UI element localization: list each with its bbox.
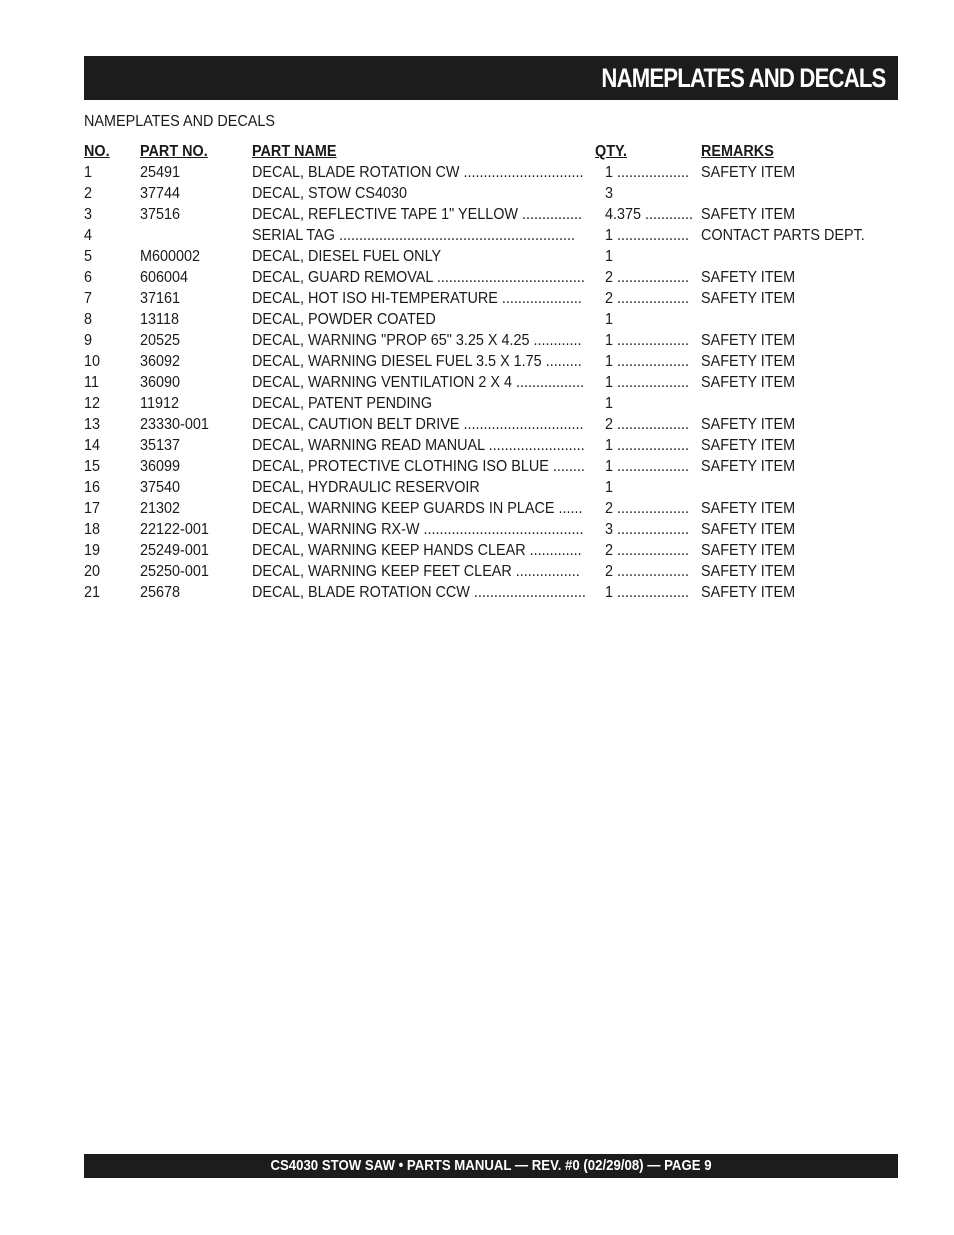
table-row [84,330,898,351]
part-number-index-cell: 7 [84,290,93,307]
part-name-cell: DECAL, CAUTION BELT DRIVE .............................. [252,416,584,433]
part-name-cell: SERIAL TAG ........................................................... [252,227,576,244]
part-number-index-cell: 5 [84,248,93,265]
remarks-cell: SAFETY ITEM [701,500,796,517]
table-row [84,540,898,561]
part-name-cell: DECAL, HOT ISO HI-TEMPERATURE .................... [252,290,582,307]
quantity-cell: 1 [605,395,614,412]
quantity-cell: 2 .................. [605,563,690,580]
part-number-index-cell: 20 [84,563,101,580]
quantity-cell: 3 [605,185,614,202]
remarks-cell: SAFETY ITEM [701,290,796,307]
quantity-cell: 1 .................. [605,332,690,349]
remarks-cell: SAFETY ITEM [701,437,796,454]
remarks-cell: SAFETY ITEM [701,563,796,580]
part-number-cell: 37744 [140,185,181,202]
quantity-cell: 4.375 ............ [605,206,694,223]
part-name-cell: DECAL, POWDER COATED [252,311,436,328]
table-row [84,204,898,225]
quantity-cell: 2 .................. [605,416,690,433]
table-row [84,582,898,603]
table-row [84,561,898,582]
quantity-cell: 1 [605,311,614,328]
parts-table [84,141,898,603]
part-number-cell: 25249-001 [140,542,209,559]
quantity-cell: 1 [605,479,614,496]
part-number-index-cell: 21 [84,584,101,601]
part-name-cell: DECAL, WARNING "PROP 65" 3.25 X 4.25 ............ [252,332,582,349]
table-header-row [84,141,898,162]
part-number-cell: 25250-001 [140,563,209,580]
table-row [84,498,898,519]
part-name-cell: DECAL, HYDRAULIC RESERVOIR [252,479,480,496]
part-number-index-cell: 6 [84,269,93,286]
part-name-cell: DECAL, WARNING KEEP FEET CLEAR ................ [252,563,580,580]
part-name-cell: DECAL, GUARD REMOVAL ..................................... [252,269,585,286]
quantity-cell: 1 .................. [605,164,690,181]
part-number-index-cell: 3 [84,206,93,223]
part-number-index-cell: 1 [84,164,93,181]
quantity-cell: 2 .................. [605,542,690,559]
part-number-cell: 36090 [140,374,181,391]
quantity-cell: 1 .................. [605,374,690,391]
table-body [84,162,898,603]
part-name-cell: DECAL, WARNING DIESEL FUEL 3.5 X 1.75 ......... [252,353,582,370]
part-name-cell: DECAL, REFLECTIVE TAPE 1" YELLOW ............... [252,206,583,223]
part-number-cell: 36099 [140,458,181,475]
column-header-qty: QTY. [595,143,628,160]
quantity-cell: 1 .................. [605,584,690,601]
part-number-index-cell: 14 [84,437,101,454]
remarks-cell: SAFETY ITEM [701,269,796,286]
section-title: NAMEPLATES AND DECALS [84,113,275,130]
remarks-cell: SAFETY ITEM [701,374,796,391]
part-number-index-cell: 15 [84,458,101,475]
part-number-cell: 22122-001 [140,521,209,538]
footer-text: CS4030 STOW SAW • PARTS MANUAL — REV. #0 (02/29/08) — PAGE 9 [270,1157,712,1174]
part-number-cell: M600002 [140,248,201,265]
part-number-cell: 37540 [140,479,181,496]
table-row [84,456,898,477]
remarks-cell: SAFETY ITEM [701,353,796,370]
page-footer-bar [84,1154,898,1178]
part-number-cell: 606004 [140,269,189,286]
part-number-cell: 21302 [140,500,181,517]
quantity-cell: 2 .................. [605,269,690,286]
remarks-cell: SAFETY ITEM [701,521,796,538]
page-header-bar [84,56,898,100]
remarks-cell: SAFETY ITEM [701,584,796,601]
table-row [84,267,898,288]
remarks-cell: SAFETY ITEM [701,458,796,475]
table-row [84,519,898,540]
table-row [84,477,898,498]
column-header-part-no: PART NO. [140,143,208,160]
table-row [84,225,898,246]
part-name-cell: DECAL, DIESEL FUEL ONLY [252,248,442,265]
table-row [84,183,898,204]
part-number-cell: 25491 [140,164,181,181]
remarks-cell: CONTACT PARTS DEPT. [701,227,865,244]
table-row [84,162,898,183]
part-name-cell: DECAL, STOW CS4030 [252,185,407,202]
part-number-index-cell: 19 [84,542,101,559]
part-number-cell: 23330-001 [140,416,209,433]
column-header-part-name: PART NAME [252,143,337,160]
part-number-index-cell: 11 [84,374,99,391]
quantity-cell: 3 .................. [605,521,690,538]
part-number-index-cell: 13 [84,416,101,433]
part-number-cell: 37161 [140,290,181,307]
table-row [84,309,898,330]
table-row [84,435,898,456]
part-name-cell: DECAL, BLADE ROTATION CCW ............................ [252,584,586,601]
part-number-cell: 13118 [140,311,179,328]
part-number-cell: 36092 [140,353,181,370]
table-row [84,351,898,372]
part-name-cell: DECAL, BLADE ROTATION CW .............................. [252,164,584,181]
remarks-cell: SAFETY ITEM [701,206,796,223]
quantity-cell: 1 .................. [605,458,690,475]
part-number-cell: 37516 [140,206,181,223]
part-number-index-cell: 2 [84,185,93,202]
quantity-cell: 1 .................. [605,353,690,370]
column-header-remarks: REMARKS [701,143,774,160]
part-number-cell: 11912 [140,395,179,412]
part-name-cell: DECAL, WARNING VENTILATION 2 X 4 ................. [252,374,585,391]
remarks-cell: SAFETY ITEM [701,164,796,181]
part-number-index-cell: 16 [84,479,101,496]
part-number-index-cell: 18 [84,521,101,538]
table-row [84,393,898,414]
table-row [84,414,898,435]
part-number-cell: 35137 [140,437,181,454]
part-name-cell: DECAL, WARNING RX-W ........................................ [252,521,584,538]
part-number-cell: 20525 [140,332,181,349]
part-name-cell: DECAL, PATENT PENDING [252,395,433,412]
quantity-cell: 1 .................. [605,437,690,454]
part-name-cell: DECAL, PROTECTIVE CLOTHING ISO BLUE ........ [252,458,585,475]
quantity-cell: 1 [605,248,614,265]
quantity-cell: 1 .................. [605,227,690,244]
part-number-index-cell: 17 [84,500,101,517]
remarks-cell: SAFETY ITEM [701,416,796,433]
remarks-cell: SAFETY ITEM [701,332,796,349]
table-row [84,288,898,309]
part-number-index-cell: 12 [84,395,101,412]
quantity-cell: 2 .................. [605,500,690,517]
part-number-index-cell: 8 [84,311,93,328]
quantity-cell: 2 .................. [605,290,690,307]
table-row [84,372,898,393]
part-name-cell: DECAL, WARNING READ MANUAL ........................ [252,437,585,454]
part-name-cell: DECAL, WARNING KEEP GUARDS IN PLACE ...... [252,500,583,517]
remarks-cell: SAFETY ITEM [701,542,796,559]
part-number-index-cell: 4 [84,227,93,244]
part-name-cell: DECAL, WARNING KEEP HANDS CLEAR ............. [252,542,582,559]
table-row [84,246,898,267]
column-header-no: NO. [84,143,110,160]
part-number-index-cell: 9 [84,332,93,349]
page-title: NAMEPLATES AND DECALS [601,63,886,93]
part-number-cell: 25678 [140,584,181,601]
part-number-index-cell: 10 [84,353,101,370]
